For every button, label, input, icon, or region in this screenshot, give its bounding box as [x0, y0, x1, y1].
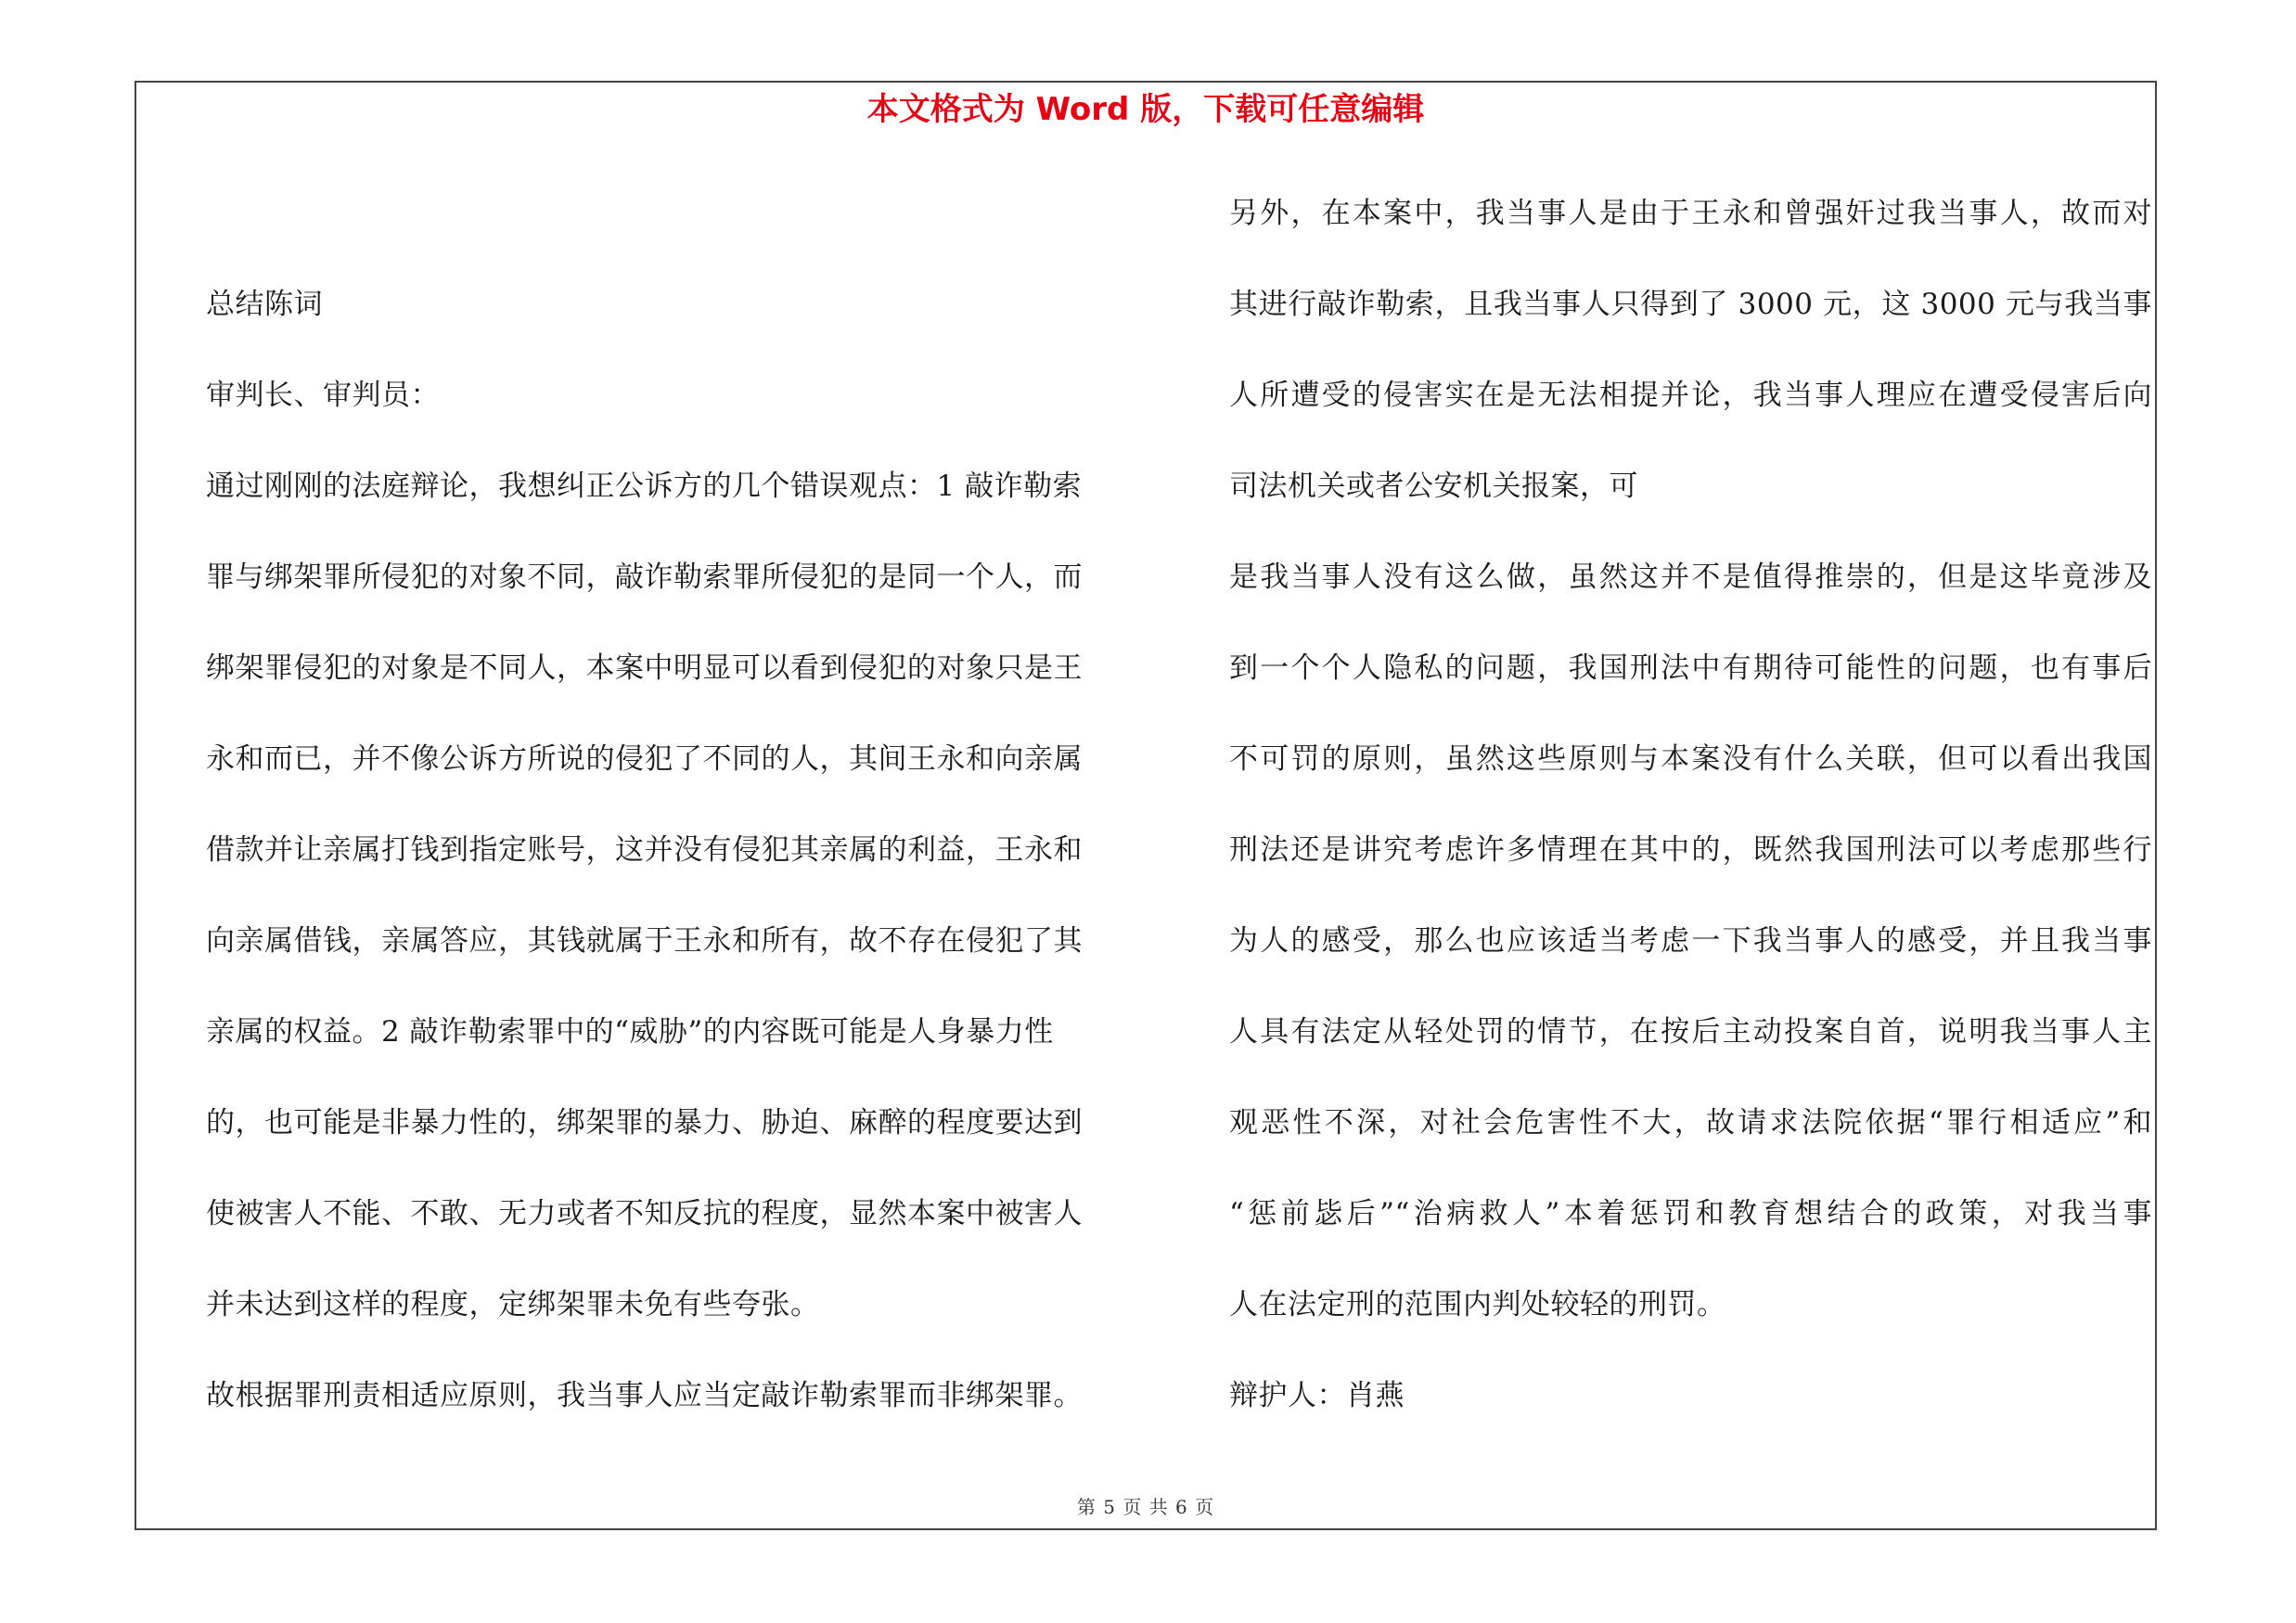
text-line: 人在法定刑的范围内判处较轻的刑罚。 [1229, 1288, 1726, 1321]
text-line: 绑架罪侵犯的对象是不同人，本案中明显可以看到侵犯的对象只是王 [206, 651, 1083, 685]
text-line: 向亲属借钱，亲属答应，其钱就属于王永和所有，故不存在侵犯了其 [206, 924, 1083, 958]
text-line: 观恶性不深，对社会危害性不大，故请求法院依据“罪行相适应”和 [1229, 1106, 2152, 1140]
text-line: 罪与绑架罪所侵犯的对象不同，敲诈勒索罪所侵犯的是同一个人，而 [206, 560, 1083, 594]
document-title: 总结陈词 [206, 288, 323, 321]
text-line: 是我当事人没有这么做，虽然这并不是值得推崇的，但是这毕竟涉及 [1229, 560, 2152, 594]
text-line: 借款并让亲属打钱到指定账号，这并没有侵犯其亲属的利益，王永和 [206, 833, 1083, 867]
format-banner: 本文格式为 Word 版，下载可任意编辑 [866, 91, 1425, 128]
text-line: 故根据罪刑责相适应原则，我当事人应当定敲诈勒索罪而非绑架罪。 [206, 1379, 1083, 1412]
text-line: 人所遭受的侵害实在是无法相提并论，我当事人理应在遭受侵害后向 [1229, 379, 2152, 412]
text-line: 使被害人不能、不敢、无力或者不知反抗的程度，显然本案中被害人 [206, 1197, 1083, 1230]
text-line: 并未达到这样的程度，定绑架罪未免有些夸张。 [206, 1288, 820, 1321]
text-line: 通过刚刚的法庭辩论，我想纠正公诉方的几个错误观点：1 敲诈勒索 [206, 470, 1083, 503]
text-line: 人具有法定从轻处罚的情节，在按后主动投案自首，说明我当事人主 [1229, 1015, 2152, 1049]
text-line: 司法机关或者公安机关报案，可 [1229, 470, 1638, 503]
left-column [206, 181, 1143, 1454]
text-line: 刑法还是讲究考虑许多情理在其中的，既然我国刑法可以考虑那些行 [1229, 833, 2152, 867]
text-line: 到一个个人隐私的问题，我国刑法中有期待可能性的问题，也有事后 [1229, 651, 2152, 685]
signature: 辩护人：肖燕 [1229, 1379, 1405, 1412]
text-line: 的，也可能是非暴力性的，绑架罪的暴力、胁迫、麻醉的程度要达到 [206, 1106, 1083, 1140]
right-column [1229, 181, 2152, 1454]
page-number: 第 5 页 共 6 页 [1076, 1496, 1215, 1518]
text-line: 另外，在本案中，我当事人是由于王永和曾强奸过我当事人，故而对 [1229, 197, 2152, 230]
text-line: 其进行敲诈勒索，且我当事人只得到了 3000 元，这 3000 元与我当事 [1229, 288, 2152, 321]
text-line: 永和而已，并不像公诉方所说的侵犯了不同的人，其间王永和向亲属 [206, 742, 1083, 776]
text-line: “惩前毖后”“治病救人”本着惩罚和教育想结合的政策，对我当事 [1229, 1197, 2152, 1230]
text-line: 不可罚的原则，虽然这些原则与本案没有什么关联，但可以看出我国 [1229, 742, 2152, 776]
text-line: 亲属的权益。2 敲诈勒索罪中的“威胁”的内容既可能是人身暴力性 [206, 1015, 1054, 1049]
text-line: 为人的感受，那么也应该适当考虑一下我当事人的感受，并且我当事 [1229, 924, 2152, 958]
salutation: 审判长、审判员： [206, 379, 440, 412]
